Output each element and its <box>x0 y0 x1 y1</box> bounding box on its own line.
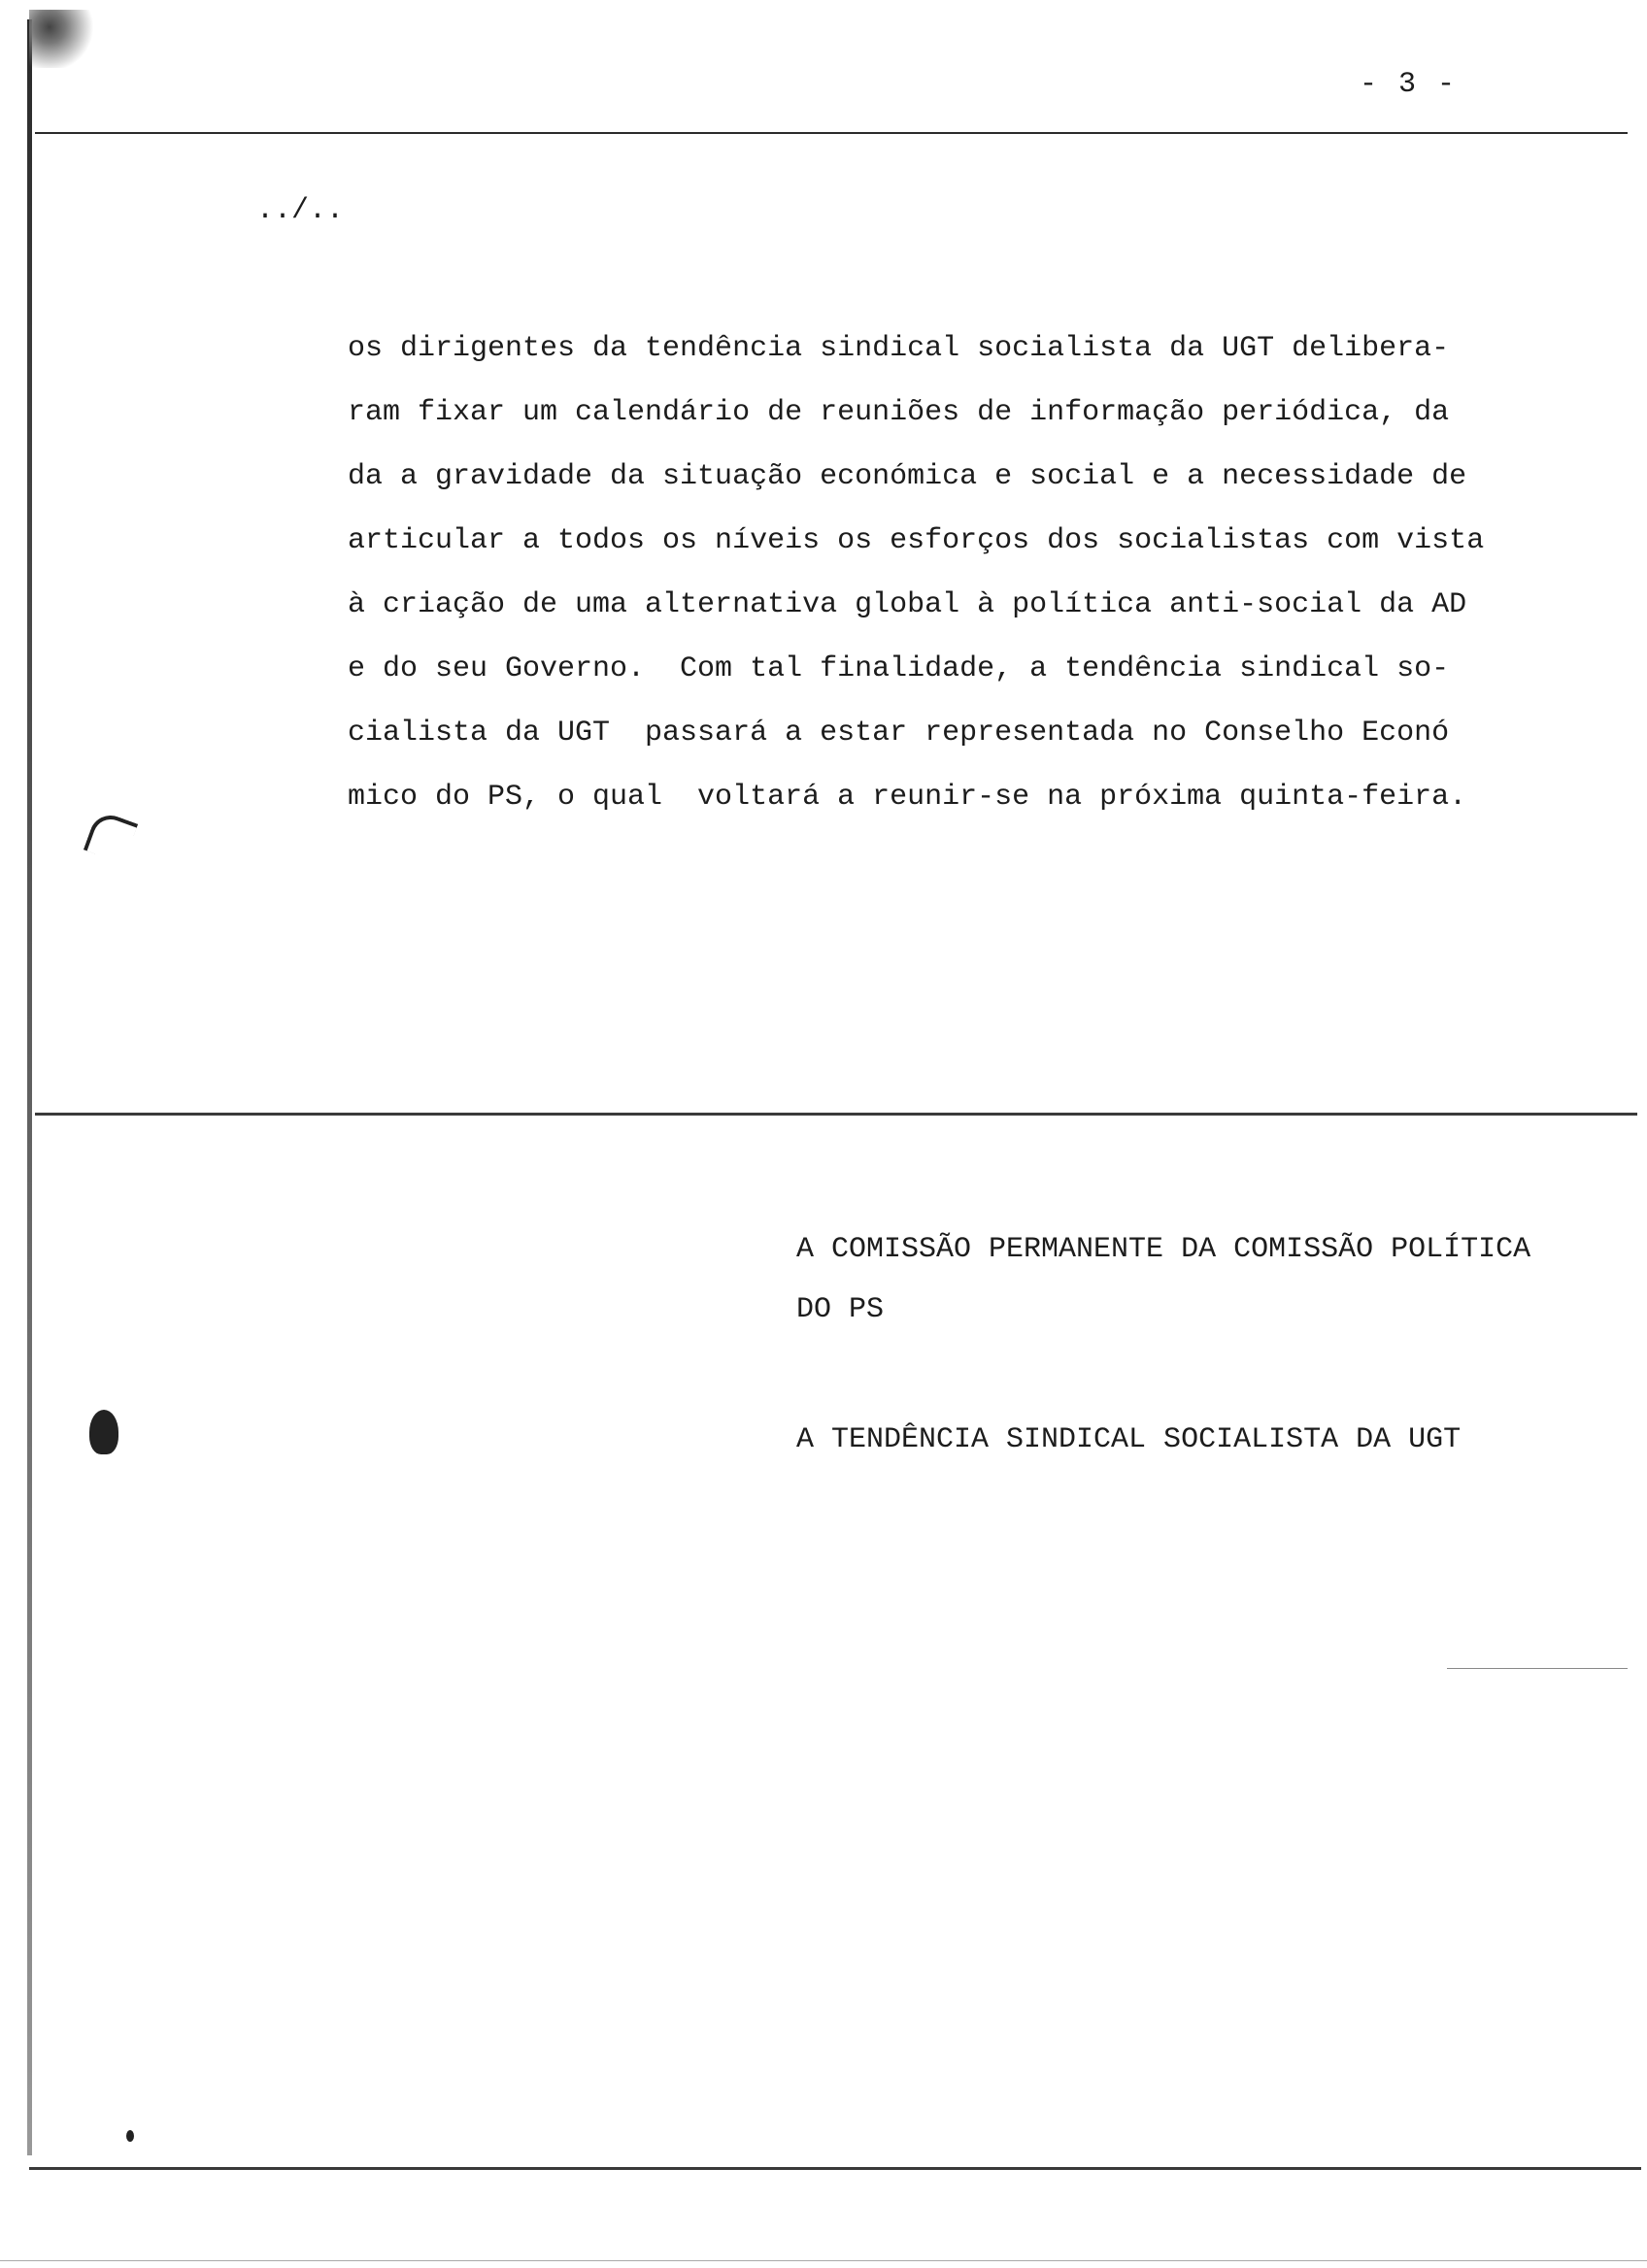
footer-rule <box>29 2167 1641 2170</box>
signature-block <box>796 1219 1631 1470</box>
body-line: mico do PS, o qual voltará a reunir-se na próxima quinta-feira. <box>348 781 1467 814</box>
body-line: à criação de uma alternativa global à política anti-social da AD <box>348 588 1467 621</box>
scan-corner-smudge <box>29 10 97 68</box>
body-line: os dirigentes da tendência sindical socialista da UGT delibera- <box>348 332 1450 365</box>
body-line: da a gravidade da situação económica e social e a necessidade de <box>348 460 1467 493</box>
body-line: ram fixar um calendário de reuniões de informação periódica, da <box>348 396 1450 429</box>
body-paragraph <box>348 317 1630 829</box>
page-number: - 3 - <box>1360 68 1458 101</box>
header-rule <box>35 132 1628 134</box>
punch-hole-mark <box>89 1410 118 1454</box>
scan-edge-rule <box>0 2260 1647 2261</box>
faint-rule <box>1447 1668 1628 1669</box>
punch-hole-mark <box>84 810 138 864</box>
ink-dot <box>126 2130 134 2142</box>
signatory-2: A TENDÊNCIA SINDICAL SOCIALISTA DA UGT <box>796 1423 1462 1456</box>
section-divider <box>35 1113 1637 1116</box>
continuation-mark: ../.. <box>256 194 345 227</box>
body-line: articular a todos os níveis os esforços dos socialistas com vista <box>348 524 1485 557</box>
body-line: cialista da UGT passará a estar representada no Conselho Econó <box>348 717 1450 750</box>
signatory-1-line-2: DO PS <box>796 1293 885 1326</box>
scan-margin-bar <box>27 19 32 2155</box>
signatory-1-line-1: A COMISSÃO PERMANENTE DA COMISSÃO POLÍTICA <box>796 1233 1531 1266</box>
body-line: e do seu Governo. Com tal finalidade, a tendência sindical so- <box>348 652 1450 685</box>
